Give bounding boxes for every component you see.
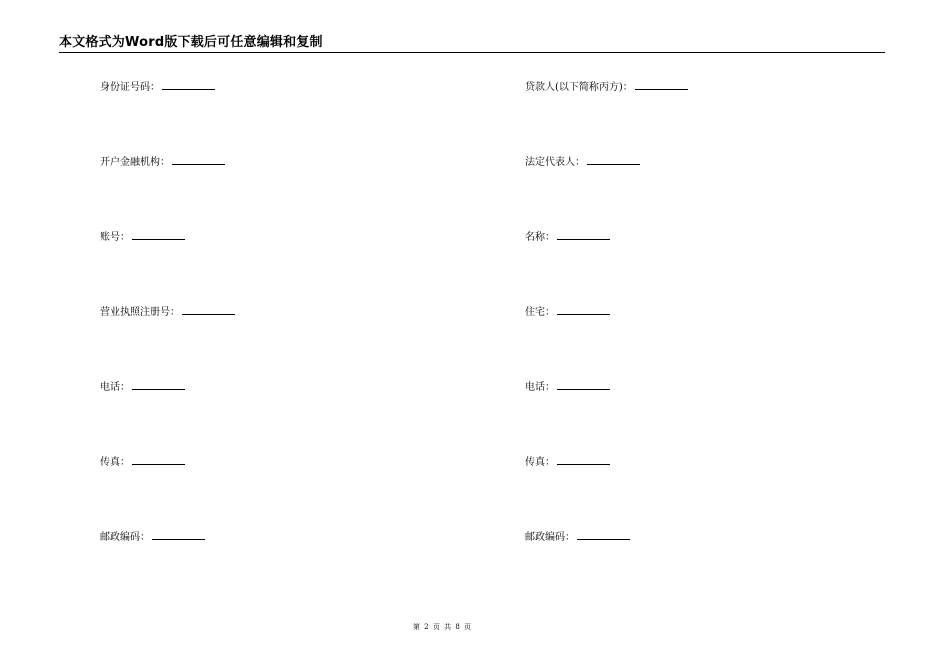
fill-blank[interactable] (557, 379, 610, 390)
footer-prefix: 第 (412, 623, 420, 631)
field-phone (100, 379, 235, 454)
page-footer (0, 622, 884, 632)
fill-blank[interactable] (557, 229, 610, 240)
footer-total-prefix: 共 (444, 623, 452, 631)
fill-blank[interactable] (132, 379, 185, 390)
field-account (100, 229, 235, 304)
field-id-number (100, 79, 235, 154)
fill-blank[interactable] (635, 79, 688, 90)
fill-blank[interactable] (162, 79, 215, 90)
field-lender (525, 79, 688, 154)
header-title: 本文格式为Word版下载后可任意编辑和复制 (59, 35, 323, 50)
right-column (525, 79, 688, 604)
field-label: 账号： (100, 232, 130, 243)
footer-total-unit: 页 (464, 623, 472, 631)
field-postcode (100, 529, 235, 604)
field-label: 开户金融机构： (100, 157, 170, 168)
fill-blank[interactable] (132, 229, 185, 240)
field-name (525, 229, 688, 304)
fill-blank[interactable] (172, 154, 225, 165)
field-license (100, 304, 235, 379)
field-residence (525, 304, 688, 379)
footer-page-number: 2 (424, 623, 429, 631)
footer-total-pages: 8 (455, 623, 460, 631)
field-legal-rep (525, 154, 688, 229)
field-bank (100, 154, 235, 229)
fill-blank[interactable] (152, 529, 205, 540)
fill-blank[interactable] (132, 454, 185, 465)
field-label: 住宅： (525, 307, 555, 318)
fill-blank[interactable] (577, 529, 630, 540)
field-fax (100, 454, 235, 529)
field-label: 邮政编码： (100, 532, 150, 543)
footer-page-unit: 页 (432, 623, 440, 631)
page-header (59, 34, 885, 53)
fill-blank[interactable] (182, 304, 235, 315)
field-label: 法定代表人： (525, 157, 585, 168)
left-column (100, 79, 235, 604)
field-postcode (525, 529, 688, 604)
field-label: 身份证号码： (100, 82, 160, 93)
field-label: 电话： (100, 382, 130, 393)
field-fax (525, 454, 688, 529)
field-label: 名称： (525, 232, 555, 243)
fill-blank[interactable] (557, 304, 610, 315)
field-label: 营业执照注册号： (100, 307, 180, 318)
field-label: 贷款人(以下简称丙方)： (525, 82, 633, 93)
fill-blank[interactable] (557, 454, 610, 465)
fill-blank[interactable] (587, 154, 640, 165)
field-label: 传真： (100, 457, 130, 468)
field-label: 电话： (525, 382, 555, 393)
field-phone (525, 379, 688, 454)
field-label: 邮政编码： (525, 532, 575, 543)
field-label: 传真： (525, 457, 555, 468)
